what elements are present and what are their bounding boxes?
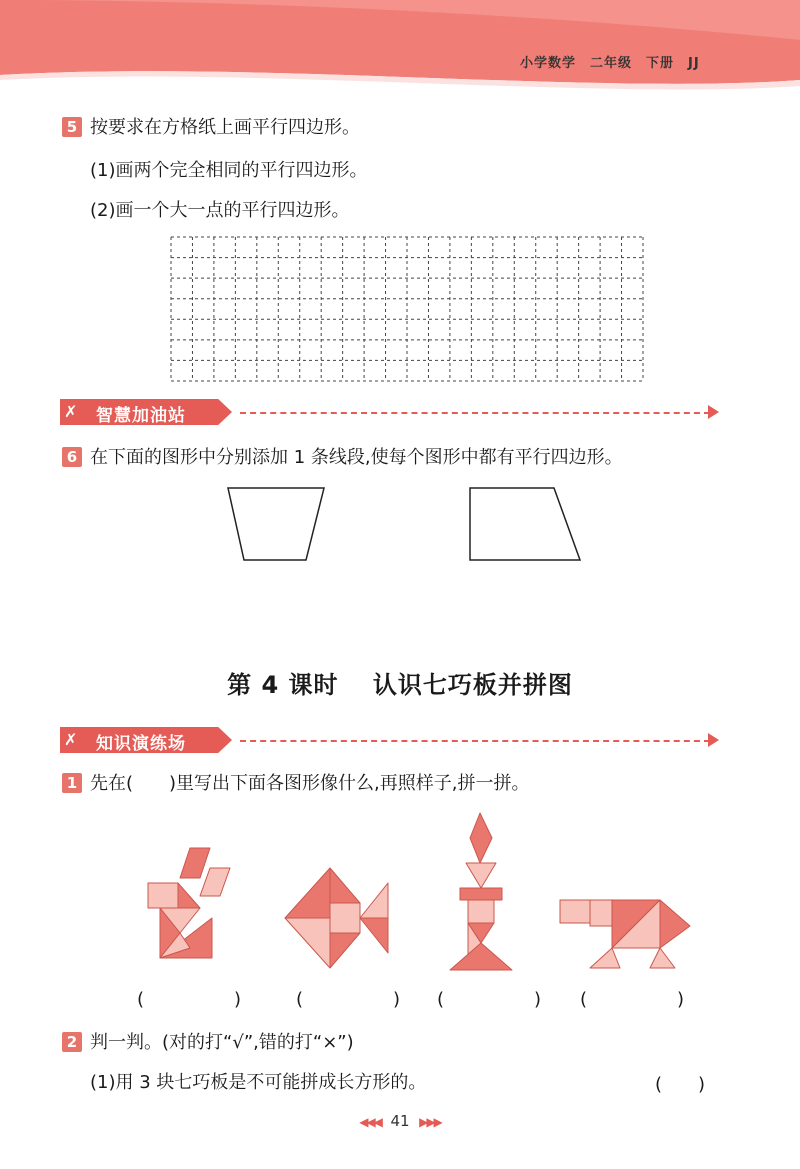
banner-practice — [60, 727, 725, 753]
header-band — [0, 0, 800, 90]
answer-blank-2[interactable]: ( ) — [296, 989, 401, 1010]
left-arrows-icon: ◀◀◀ — [359, 1115, 381, 1129]
answer-blank-1[interactable]: ( ) — [137, 989, 242, 1010]
question-number: 5 — [62, 117, 82, 137]
answer-blank-3[interactable]: ( ) — [437, 989, 542, 1010]
question-text: 先在( )里写出下面各图形像什么,再照样子,拼一拼。 — [90, 773, 530, 794]
banner-label: 智慧加油站 — [96, 406, 186, 426]
tangram-rabbit[interactable] — [148, 848, 230, 958]
question-text: 按要求在方格纸上画平行四边形。 — [90, 117, 360, 138]
banner-smart-station — [60, 399, 725, 425]
judge-blank[interactable]: ( ) — [655, 1074, 706, 1095]
question-number: 1 — [62, 773, 82, 793]
arrow-icon — [708, 405, 719, 419]
q6-shapes — [220, 480, 600, 570]
header-title: 小学数学 二年级 下册 JJ — [520, 56, 700, 71]
page-number — [0, 1112, 800, 1130]
trapezoid-shape[interactable] — [228, 488, 324, 560]
x-runner-icon: ✗ — [64, 730, 78, 749]
answer-blank-4[interactable]: ( ) — [580, 989, 685, 1010]
tangram-turtle[interactable] — [560, 900, 690, 968]
tangram-figures — [130, 808, 710, 978]
x-runner-icon: ✗ — [64, 402, 78, 421]
page-number-value: 41 — [390, 1112, 410, 1130]
tangram-fish[interactable] — [285, 868, 388, 968]
question-5-sub-1: (1)画两个完全相同的平行四边形。 — [90, 160, 368, 181]
question-6 — [62, 445, 623, 471]
tangram-candle[interactable] — [450, 813, 512, 970]
grid-paper[interactable] — [170, 236, 644, 382]
question-text: 判一判。(对的打“√”,错的打“×”) — [90, 1032, 354, 1053]
question-1 — [62, 771, 530, 797]
arrow-icon — [708, 733, 719, 747]
question-text: 在下面的图形中分别添加 1 条线段,使每个图形中都有平行四边形。 — [90, 447, 623, 468]
question-2 — [62, 1030, 354, 1056]
question-number: 6 — [62, 447, 82, 467]
right-arrows-icon: ▶▶▶ — [419, 1115, 441, 1129]
lesson-title: 第 4 课时 认识七巧板并拼图 — [227, 671, 573, 699]
banner-label: 知识演练场 — [96, 734, 186, 754]
question-5-sub-2: (2)画一个大一点的平行四边形。 — [90, 200, 350, 221]
question-5 — [62, 115, 360, 141]
right-trapezoid-shape[interactable] — [470, 488, 580, 560]
question-2-sub-1: (1)用 3 块七巧板是不可能拼成长方形的。 — [90, 1072, 427, 1093]
question-number: 2 — [62, 1032, 82, 1052]
